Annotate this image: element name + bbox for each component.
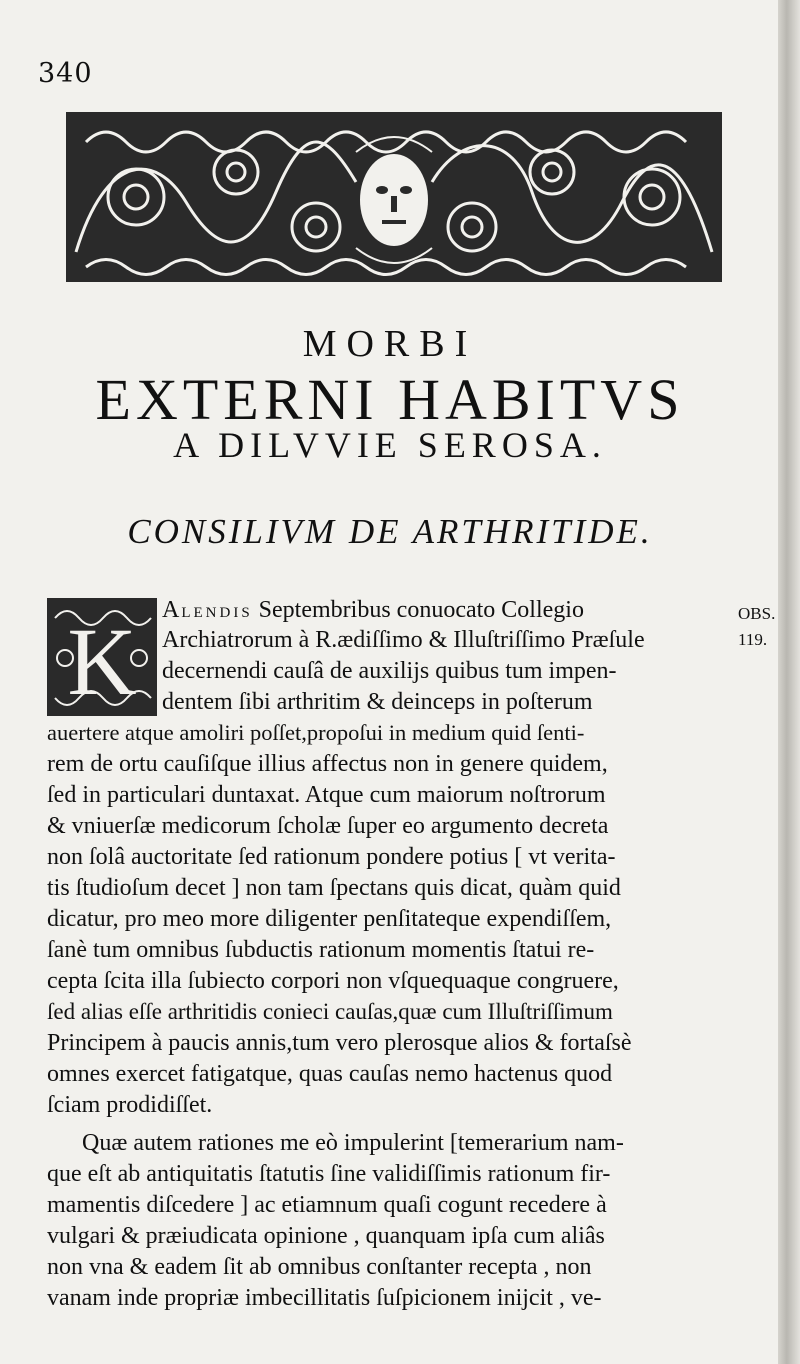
first-word-initial: A (162, 597, 182, 623)
ornamental-headpiece (66, 112, 722, 282)
title-line-3: A DILVVIE SEROSA. (173, 425, 607, 465)
paragraph-1-line-1 (162, 597, 584, 624)
page-number: 340 (38, 58, 93, 89)
paragraph-1-line-8: & vniuerſæ medicorum ſcholæ ſuper eo argumento decreta (47, 813, 609, 839)
margin-note-obs: OBS. (738, 604, 776, 623)
paragraph-1-line-12: ſanè tum omnibus ſubductis rationum momentis ſtatui re- (47, 937, 595, 963)
section-subtitle: CONSILIVM DE ARTHRITIDE. (127, 512, 653, 551)
paragraph-1-line-7: ſed in particulari duntaxat. Atque cum maiorum noſtrorum (47, 782, 606, 808)
paragraph-2-line-3: mamentis diſcedere ] ac etiamnum quaſi cogunt recedere à (47, 1192, 607, 1218)
paragraph-2-line-1: Quæ autem rationes me eò impulerint [temerarium nam- (82, 1130, 624, 1156)
first-word-rest: LENDIS (181, 605, 253, 621)
margin-note-number: 119. (738, 630, 768, 649)
paragraph-1-line-15: Principem à paucis annis,tum vero plerosque alios & fortaſsè (47, 1030, 632, 1056)
paragraph-2-line-6: vanam inde propriæ imbecillitatis ſuſpicionem inijcit , ve- (47, 1285, 602, 1311)
paragraph-1-line-13: cepta ſcita illa ſubiecto corpori non vſquequaque congruere, (47, 968, 619, 994)
paragraph-2-line-5: non vna & eadem ſit ab omnibus conſtanter recepta , non (47, 1254, 592, 1280)
paragraph-1-line-2: Archiatrorum à R.ædiſſimo & Illuſtriſſimo Præſule (162, 627, 645, 653)
paragraph-1-line-10: tis ſtudioſum decet ] non tam ſpectans quis dicat, quàm quid (47, 875, 621, 901)
title-line-2: EXTERNI HABITVS (95, 367, 685, 432)
line-1-rest: Septembribus conuocato Collegio (252, 597, 584, 623)
paragraph-1-line-3: decernendi cauſâ de auxilijs quibus tum impen- (162, 658, 617, 684)
paragraph-1-line-5: auertere atque amoliri poſſet,propoſui in medium quid ſenti- (47, 720, 585, 745)
paragraph-1-line-6: rem de ortu cauſiſque illius affectus non in genere quidem, (47, 751, 608, 777)
paragraph-1-line-11: dicatur, pro meo more diligenter penſitateque expendiſſem, (47, 906, 612, 932)
paragraph-1-line-17: ſciam prodidiſſet. (47, 1092, 213, 1118)
paragraph-1-line-9: non ſolâ auctoritate ſed rationum pondere potius [ vt verita- (47, 844, 616, 870)
svg-text:K: K (67, 608, 137, 715)
paragraph-2-line-2: que eſt ab antiquitatis ſtatutis ſine validiſſimis rationum fir- (47, 1161, 611, 1187)
paragraph-1-line-14: ſed alias eſſe arthritidis conieci cauſas,quæ cum Illuſtriſſimum (47, 999, 613, 1024)
paragraph-1-line-4: dentem ſibi arthritim & deinceps in poſterum (162, 689, 593, 715)
title-line-1: MORBI (302, 323, 478, 365)
paragraph-1-line-16: omnes exercet fatigatque, quas cauſas nemo hactenus quod (47, 1061, 613, 1087)
decorated-initial-k (47, 598, 157, 716)
paragraph-2-line-4: vulgari & præiudicata opinione , quanquam ipſa cum aliâs (47, 1223, 605, 1249)
page-edge (778, 0, 800, 1364)
